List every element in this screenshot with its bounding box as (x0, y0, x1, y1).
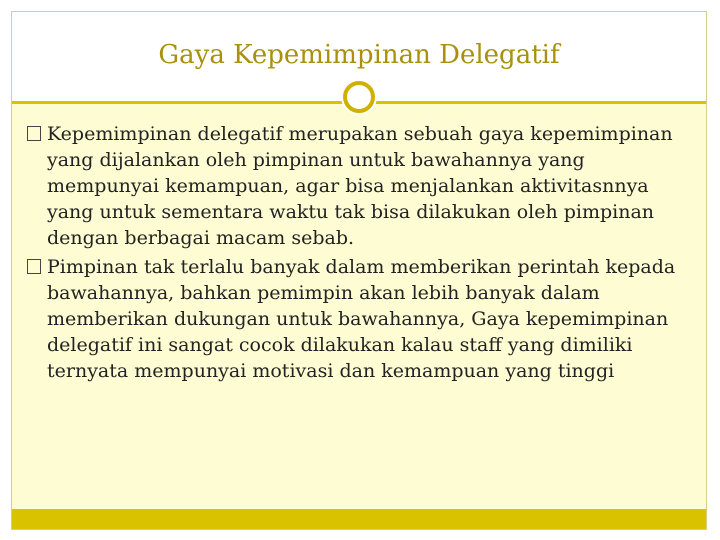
bullet-text: Pimpinan tak terlalu banyak dalam memberikan perintah kepada bawahannya, bahkan pemimpin akan lebih banyak dalam memberikan dukungan untuk bawahannya, Gaya kepemimpinan delegatif ini sangat cocok dilakukan kalau staff yang dimiliki ternyata mempunyai motivasi dan kemampuan yang tinggi (47, 256, 676, 382)
square-bullet-icon (27, 126, 41, 141)
square-bullet-icon (27, 259, 41, 274)
bullet-item (27, 254, 697, 384)
bottom-accent-bar (12, 509, 706, 529)
slide-frame (11, 11, 707, 530)
bullet-text: Kepemimpinan delegatif merupakan sebuah gaya kepemimpinan yang dijalankan oleh pimpinan untuk bawahannya yang mempunyai kemampuan, agar bisa menjalankan aktivitasnnya yang untuk sementara waktu tak bisa dilakukan oleh pimpinan dengan berbagai macam sebab. (47, 123, 673, 249)
slide-content (27, 121, 697, 387)
slide-title: Gaya Kepemimpinan Delegatif (158, 40, 560, 70)
bullet-item (27, 121, 697, 251)
ring-ornament-icon (343, 81, 375, 113)
